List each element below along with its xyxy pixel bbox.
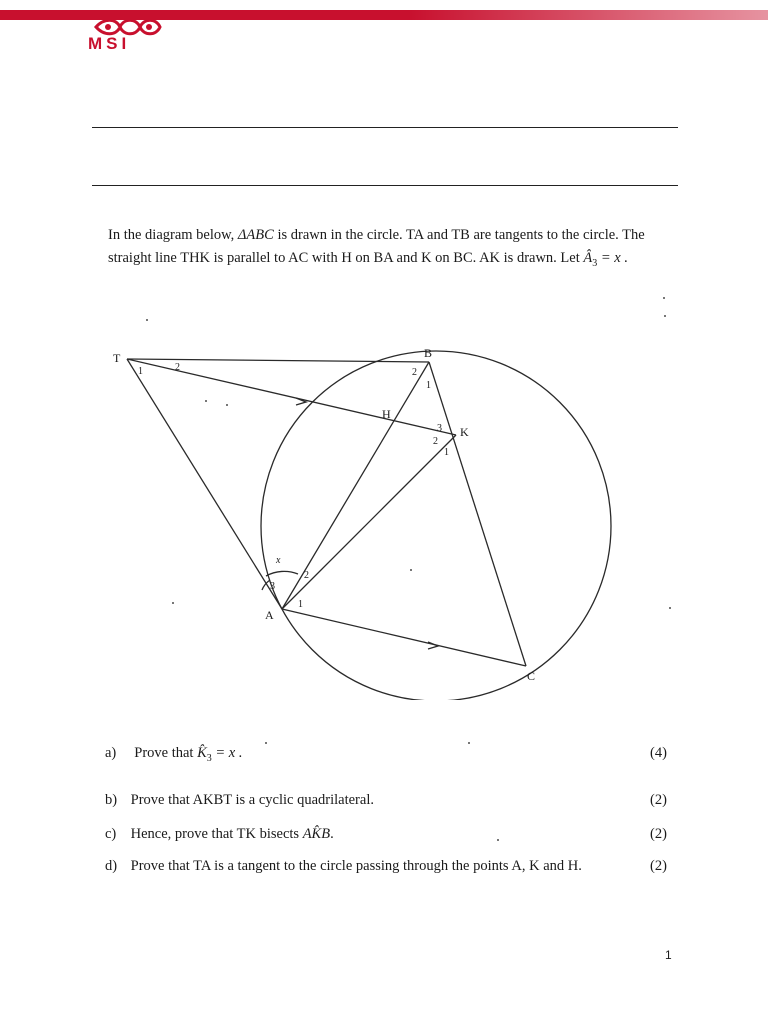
- problem-statement: [108, 224, 678, 275]
- statement-text: is drawn in the circle. TA and TB are tangents to the circle. The: [273, 227, 645, 243]
- angle-k2: 2: [433, 436, 438, 447]
- bottom-rule: [92, 185, 678, 186]
- question-b-marks: (2): [650, 792, 667, 808]
- angle-subscript: 3: [206, 752, 212, 764]
- scan-speck: [663, 297, 665, 299]
- scan-speck: [468, 742, 470, 744]
- segment-ak: [282, 435, 456, 609]
- angle-b1: 1: [426, 380, 431, 391]
- page-number: 1: [665, 948, 672, 962]
- angle-a1: 1: [298, 599, 303, 610]
- question-b-label: b): [105, 792, 118, 808]
- question-d-text: Prove that TA is a tangent to the circle passing through the points A, K and H.: [130, 858, 582, 874]
- question-a-text: Prove that: [134, 745, 198, 761]
- statement-line-2: [108, 247, 678, 275]
- circle: [261, 351, 611, 700]
- header-bar-fade: [408, 10, 768, 20]
- question-c-text: Hence, prove that TK bisects: [130, 826, 303, 842]
- scan-speck: [669, 607, 671, 609]
- question-a: [105, 745, 242, 764]
- angle-b2: 2: [412, 367, 417, 378]
- angle-subscript: 3: [592, 257, 598, 269]
- question-d-marks: (2): [650, 858, 667, 874]
- label-c: C: [527, 669, 536, 683]
- scan-speck: [265, 742, 267, 744]
- label-t: T: [113, 351, 121, 365]
- scan-speck: [410, 569, 412, 571]
- angle-x: x: [276, 555, 281, 566]
- scan-speck: [172, 602, 174, 604]
- angle-k1: 1: [444, 447, 449, 458]
- angle-t1: 1: [138, 366, 143, 377]
- side-bc: [429, 362, 526, 666]
- question-c-marks: (2): [650, 826, 667, 842]
- triangle-abc: ΔABC: [237, 227, 274, 243]
- statement-line-1: [108, 224, 678, 247]
- question-a-text-end: = x .: [211, 745, 243, 761]
- statement-text: In the diagram below,: [108, 227, 238, 243]
- angle-k3: 3: [437, 423, 442, 434]
- question-d-label: d): [105, 858, 118, 874]
- question-d: [105, 858, 582, 875]
- question-c-label: c): [105, 826, 117, 842]
- side-ac: [282, 609, 526, 666]
- question-c: [105, 826, 334, 843]
- logo-text: MSI: [88, 34, 131, 50]
- parallel-arrow-ac: [428, 642, 438, 649]
- label-h: H: [382, 407, 391, 421]
- tangent-ta: [127, 359, 282, 609]
- statement-text: = x .: [597, 250, 628, 266]
- top-rule: [92, 127, 678, 128]
- angle-a-symbol: Â: [583, 250, 593, 266]
- angle-t2: 2: [175, 362, 180, 373]
- angle-k-symbol: K̂: [197, 745, 207, 761]
- question-a-marks: (4): [650, 745, 667, 761]
- scan-speck: [497, 839, 499, 841]
- label-a: A: [265, 608, 274, 622]
- question-c-text-end: .: [330, 826, 334, 842]
- label-b: B: [424, 346, 433, 360]
- question-a-label: a): [105, 745, 117, 761]
- angle-a2: 2: [304, 570, 309, 581]
- statement-text: straight line THK is parallel to AC with H on BA and K on BC. AK is drawn. Let: [108, 250, 584, 266]
- scan-speck: [205, 400, 207, 402]
- question-b-text: Prove that AKBT is a cyclic quadrilateral.: [130, 792, 374, 808]
- question-b: [105, 792, 374, 809]
- geometry-diagram: [0, 330, 768, 700]
- scan-speck: [664, 315, 666, 317]
- angle-x-arc: [266, 571, 298, 576]
- scan-speck: [226, 404, 228, 406]
- scan-speck: [146, 319, 148, 321]
- msi-logo: [76, 18, 206, 50]
- angle-a3: 3: [270, 581, 275, 592]
- label-k: K: [460, 425, 469, 439]
- angle-akb-symbol: AK̂B: [302, 826, 331, 842]
